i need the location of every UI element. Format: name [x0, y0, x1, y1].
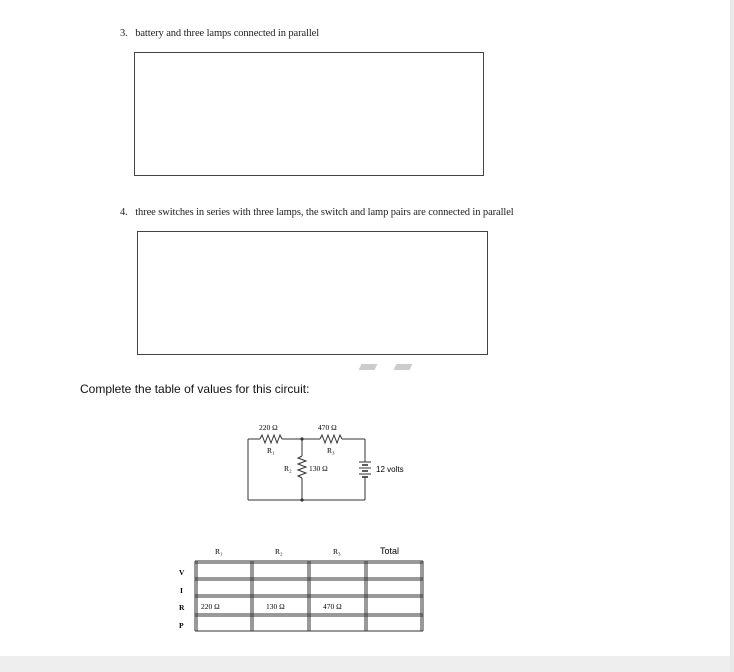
- table-cell-r3-resistance: 470 Ω: [323, 602, 342, 611]
- r1-resistor-symbol: [260, 435, 282, 443]
- r3-resistor-symbol: [320, 435, 342, 443]
- row-label-power: P: [179, 621, 184, 630]
- values-table: [170, 538, 430, 638]
- table-heading: Complete the table of values for this circuit:: [80, 382, 310, 396]
- page-bottom-edge: [0, 656, 734, 672]
- row-label-voltage: V: [179, 568, 185, 577]
- r1-value-label: 220 Ω: [259, 423, 278, 432]
- r2-label: R₂: [284, 464, 292, 473]
- r3-label: R₃: [327, 446, 335, 455]
- r1-label: R₁: [267, 446, 275, 455]
- table-cell-r2-resistance: 130 Ω: [266, 602, 285, 611]
- question-3-answer-box[interactable]: [134, 52, 484, 176]
- battery-symbol: [359, 462, 371, 477]
- table-cell-r1-resistance: 220 Ω: [201, 602, 220, 611]
- column-header-total: Total: [380, 546, 400, 556]
- page-right-edge: [730, 0, 734, 672]
- scan-mark: [394, 364, 413, 370]
- question-4: [120, 207, 514, 218]
- question-3: [120, 28, 319, 39]
- scan-mark: [359, 364, 378, 370]
- column-header-r1: R₁: [215, 547, 223, 556]
- circuit-diagram: [240, 418, 440, 506]
- column-header-r3: R₃: [333, 547, 341, 556]
- column-header-r2: R₂: [275, 547, 283, 556]
- r2-resistor-symbol: [298, 456, 306, 478]
- question-3-text: battery and three lamps connected in parallel: [135, 28, 320, 39]
- question-4-text: three switches in series with three lamps, the switch and lamp pairs are connected in parallel: [135, 207, 514, 218]
- question-4-number: 4.: [120, 207, 128, 218]
- r3-value-label: 470 Ω: [318, 423, 337, 432]
- question-4-answer-box[interactable]: [137, 231, 488, 355]
- table-grid: [195, 561, 423, 631]
- row-label-current: I: [180, 586, 183, 595]
- row-label-resistance: R: [179, 603, 185, 612]
- r2-value-label: 130 Ω: [309, 464, 328, 473]
- question-3-number: 3.: [120, 28, 128, 39]
- source-voltage-label: 12 volts: [376, 465, 404, 474]
